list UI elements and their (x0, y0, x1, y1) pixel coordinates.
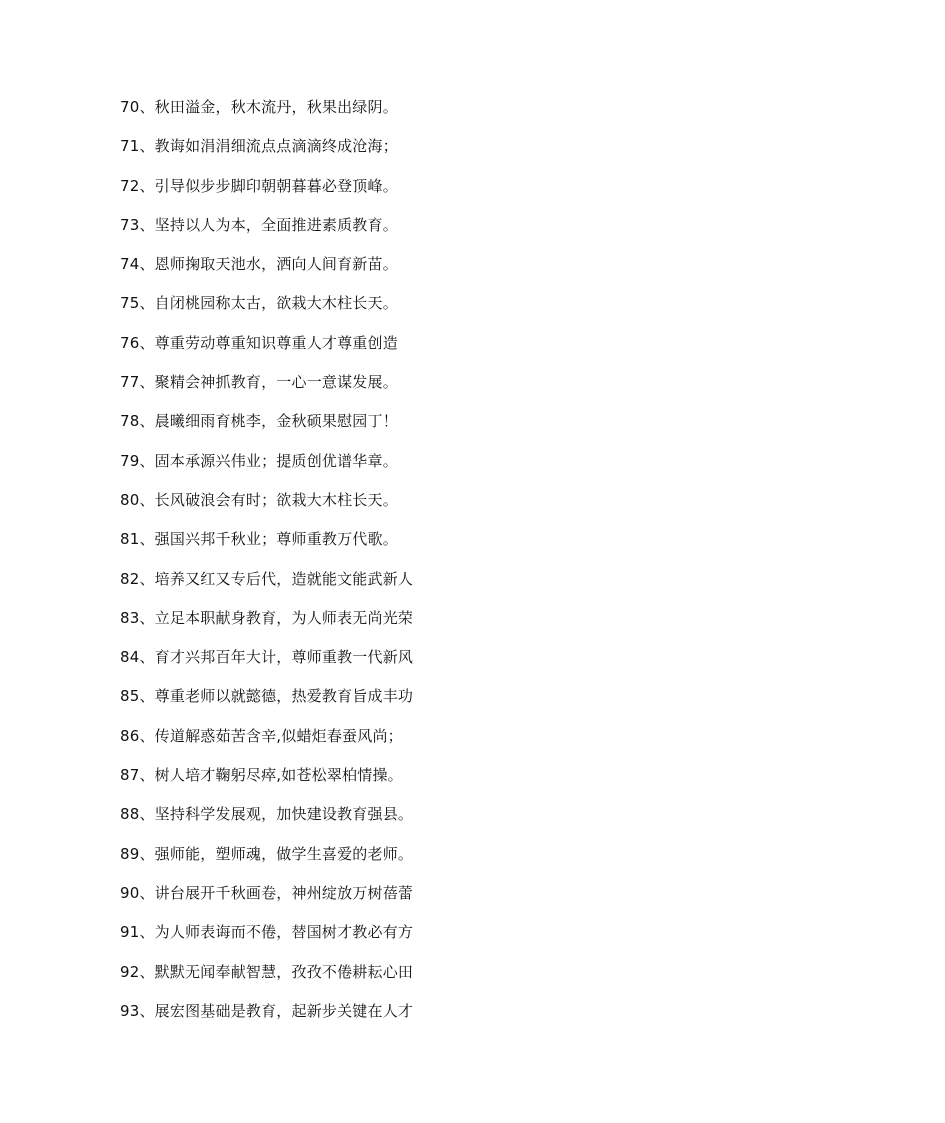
list-item: 70、秋田溢金，秋木流丹，秋果出绿阴。 (120, 98, 398, 116)
list-item: 76、尊重劳动尊重知识尊重人才尊重创造 (120, 333, 398, 352)
list-item: 83、立足本职献身教育，为人师表无尚光荣 (120, 608, 414, 627)
list-item: 71、教诲如涓涓细流点点滴滴终成沧海； (120, 137, 398, 156)
list-item: 91、为人师表诲而不倦，替国树才教必有方 (120, 923, 414, 942)
list-item: 82、培养又红又专后代，造就能文能武新人 (120, 569, 414, 588)
list-item: 79、固本承源兴伟业；提质创优谱华章。 (120, 451, 398, 470)
list-item: 86、传道解惑茹苦含辛,似蜡炬春蚕风尚； (120, 726, 403, 745)
list-item: 93、展宏图基础是教育，起新步关键在人才 (120, 1001, 414, 1020)
list-item: 85、尊重老师以就懿德，热爱教育旨成丰功 (120, 687, 414, 706)
list-item: 90、讲台展开千秋画卷，神州绽放万树蓓蕾 (120, 883, 414, 902)
list-item: 75、自闭桃园称太古，欲栽大木柱长天。 (120, 294, 398, 313)
list-item: 74、恩师掬取天池水，洒向人间育新苗。 (120, 255, 398, 274)
list-item: 88、坚持科学发展观，加快建设教育强县。 (120, 805, 414, 824)
list-item: 89、强师能，塑师魂，做学生喜爱的老师。 (120, 844, 414, 863)
slogan-list (120, 92, 840, 1035)
list-item: 84、育才兴邦百年大计，尊师重教一代新风 (120, 648, 414, 667)
list-item: 78、晨曦细雨育桃李，金秋硕果慰园丁！ (120, 412, 398, 431)
list-item: 73、坚持以人为本，全面推进素质教育。 (120, 215, 398, 234)
list-item: 72、引导似步步脚印朝朝暮暮必登顶峰。 (120, 176, 398, 195)
list-item: 92、默默无闻奉献智慧，孜孜不倦耕耘心田 (120, 962, 414, 981)
list-item: 80、长风破浪会有时；欲栽大木柱长天。 (120, 490, 398, 509)
list-item: 77、聚精会神抓教育，一心一意谋发展。 (120, 373, 398, 392)
list-item: 81、强国兴邦千秋业；尊师重教万代歌。 (120, 530, 398, 549)
list-item: 87、树人培才鞠躬尽瘁,如苍松翠柏情操。 (120, 766, 403, 785)
